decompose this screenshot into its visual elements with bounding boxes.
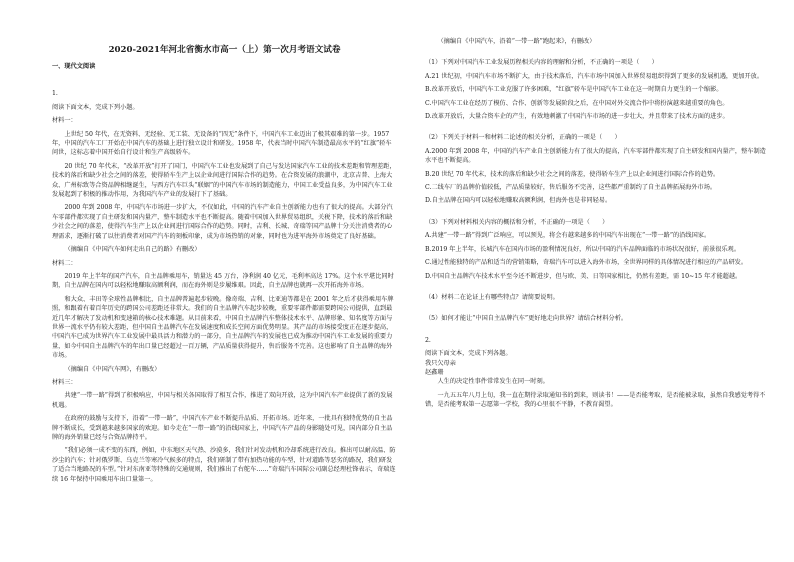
option: C.通过性能独特的产品和适当的营销策略，奇瑞汽车可以进入海外市场，全世界同样的具体情况进行相应的产品研发。 [425, 259, 748, 267]
option: D.中国自主品牌汽车技术水平至今还不断进步，但与欧、美、日等国家相比，仍然有差距，需 10~15 年才能超越。 [425, 272, 742, 280]
option: C.二线车厂的品牌价值较低，产品质量较好，售后服务不完善，这些都严重制约了自主品牌拓展海外市场。 [425, 184, 717, 192]
option: A.21 世纪初，中国汽车市场不断扩大，由于技术落后，汽车市场中国加入世界贸易组织得到了更多的发展机遇，更加开放。 [425, 72, 764, 80]
material-label: 材料三： [52, 378, 77, 386]
option: A.2000 年到 2008 年，中国的汽车产业自主创新能力有了很大的提高，汽车零部件都实现了自主研发和国内量产，整车制造水平也不断提高。 [425, 147, 766, 165]
story-paragraph: 一九五五年八月上旬，我一直在期待录取通知书的到来，则读书！——是否能考取，是否能被录取，虽然自我感觉考得不错，是否能考取第一志愿第一学校，我的心里很不平静，不教育渴望。 [425, 391, 766, 409]
material-source: （摘编自《中国汽车如何走出自己的路》有删改） [64, 246, 201, 254]
material-paragraph: 在政府的鼓励与支持下，沿着“一带一路”，中国汽车产业不断提升品质、开拓市场。近年来，一批具有独特优势的自主品牌不断成长，受到越来越多国家的欢迎。如今走在“一带一路”的沿线国家上，中国汽车产品的身影随处可见，国内部分自主品牌的海外销量已经与合资品牌持平。 [52, 415, 393, 441]
story-title: 我只欠母亲 [425, 359, 456, 367]
question-number: 1. [52, 90, 58, 98]
sub-question: （3）下列对材料相关内容的概括和分析，不正确的一项是（ ） [425, 218, 609, 226]
option: B.2019 年上半年，长城汽车在国内市场的盈利情况良好，所以中国的汽车品牌面临的市场状况很好，前景很乐观。 [425, 245, 741, 253]
material-paragraph: “我们必须一成不变的东西，例如，中东地区天气热、沙漠多，我们针对发动机和冷却系统进行改良。推出可以耐高温、防沙尘的汽车；针对俄罗斯、乌克兰等寒冷气候多的特点，我们研制了带有加热功能的车型，针对道路等恶劣的路况，我们研发了适合当地路况的车型。”针对东南亚等特殊的交通规则，我们推出了右舵车……”奇瑞汽车国际公司副总经理杜锋表示，奇瑞连续 16 年保持中国乘用车出口量第一。 [52, 447, 396, 483]
option: B.20 世纪 70 年代末，技术的落后和缺少社会之间的落差，使得轿车生产上以企业间进行国际合作的趋势。 [425, 170, 720, 178]
material-paragraph: 20 世纪 70 年代末，“改革开放”打开了国门，中国汽车工业也发展到了自己与发达国家汽车工业的技术差距和管理差距，技术的落后和缺少社会之间的落差，使得轿车生产上以企业间进行国际合作的趋势。在合资发展的浪潮中，北京吉普、上海大众、广州标致等合资品牌相继诞生，与西方汽车巨头“联姻”的中国汽车市场的制造能力，中国工业受益良多，为中国汽车工业发展起到了积极的推动作用，为我国汽车产业的发展打下了基础。 [52, 162, 396, 199]
sub-question: （5）如何才能让“中国自主品牌汽车”更好地走向世界？请结合材料分析。 [425, 315, 628, 323]
material-paragraph: 2000 年到 2008 年，中国汽车市场进一步扩大，不仅如此，中国的汽车产业自主创新能力也有了很大的提高。大部分汽车零部件都实现了自主研发和国内量产，整车制造水平也不断提高。随着中国加入世界贸易组织，关税下降，技术的落后和缺少社会之间的落差，使得汽车生产上以企业间进行国际合作的趋势。同时，吉利、长城、奇瑞等国产品牌十分关注消费者的心理需求，逐渐打破了以往消费者对国产汽车的刻板印象，成为市场热销的对象，同时也为进军海外市场奠定了良好基础。 [52, 204, 393, 240]
question-instruction: 阅读下面文本，完成下列小题。 [52, 103, 139, 111]
question-instruction: 阅读下面文本，完成下列各题。 [425, 350, 512, 358]
question-number: 2. [425, 336, 431, 344]
sub-question: （4）材料二在论证上有哪些特点？请简要说明。 [425, 293, 559, 301]
option: A.共建“一带一路”得到广泛响应，可以预见，将会有越来越多的中国汽车出现在“一带一路”的沿线国家。 [425, 232, 711, 240]
option: D.自主品牌在国内可以轻松地赚取高额利润，但海外也是非同轻易。 [425, 197, 612, 205]
story-author: 赵鑫珊 [425, 368, 444, 376]
material-source: （摘编自《中国汽车网》，有删改） [64, 365, 161, 373]
material-label: 材料二： [52, 259, 77, 267]
material-paragraph: 和大众、丰田等全球性品牌相比，自主品牌普遍起步较晚。像奇瑞、吉利、比亚迪等都是在 2001 年之后才获得乘用车牌照，和跟着有着百年历史的跨国公司差距还非常大。我们的自主品牌汽车起步较晚，重要零部件都需要跨国公司提供，直到最近几年才解决了发动机和变速箱的核心技术难题。从目前来看，中国自主品牌汽车整体技术水平、品牌形象、知名度等方面与世界一流水平仍有较大差距，但中国自主品牌汽车在发展速度和成长空间方面优势明显。其产品的市场接受度正在逐步提高，中国汽车已成为世界汽车工业发展中最具活力和潜力的一部分，自主品牌汽车的发展也已成为推动中国汽车工业发展的重要力量，如今中国自主品牌汽车的年出口量已经超过一百万辆，产品质量获得提升，售后服务不完善。这也影响了自主品牌的海外市场。 [52, 295, 394, 360]
material-paragraph: 2019 年上半年的国产汽车，自主品牌乘用车，销量达 45 万台，净利润 40 亿元，毛利率高达 17%。这个水平堪比同时期，自主品牌在国内可以轻松地赚取高额利润，而在海外则是步履维艰。因此，自主品牌也就再一次开拓海外市场。 [52, 272, 394, 290]
right-column [425, 37, 770, 410]
option: B.改革开放后，中国汽车工业克服了许多困难，“红旗”轿车是中国汽车工业在这一时期自力更生的一个缩影。 [425, 86, 723, 94]
document-title: 2020-2021年河北省衡水市高一（上）第一次月考语文试卷 [108, 45, 341, 55]
material-source: （摘编自《中国汽车，沿着“一带一路”跑起来》，有删改） [437, 38, 596, 45]
sub-question: （2）下列关于材料一和材料二论述的相关分析，正确的一项是（ ） [425, 134, 621, 142]
option: C.中国汽车工业在经历了模仿、合作、创新等发展阶段之后，在中国对外交流合作中将扮演越来越重要的角色。 [425, 99, 729, 107]
sub-question: （1）下列对中国汽车工业发展历程相关内容的理解和分析，不正确的一项是（ ） [425, 59, 658, 67]
material-paragraph: 上世纪 50 年代，在无资料、无经验、无工装、无设备的“四无”条件下，中国汽车工业迈出了极其艰难的第一步。1957 年，中国的汽车工厂开始在中国汽车的基础上进行独立设计和研发。1958 年，代表当时中国汽车制造最高水平的“红旗”轿车问世，这标志着中国开始自行设计和生产高级轿车。 [52, 130, 392, 157]
left-column [52, 36, 397, 484]
option: D.改革开放后，大量合资车企的产生，有效地刺激了中国汽车市场的进一步壮大，并且带来了技术方面的进步。 [425, 113, 729, 121]
material-paragraph: 共建“一带一路”得到了积极响应，中国与相关各国取得了相互合作，推进了双向开放，这为中国汽车产业提供了新的发展机遇。 [52, 392, 393, 409]
section-heading: 一、现代文阅读 [52, 63, 96, 70]
story-paragraph: 人生的决定性事件常常发生在同一时刻。 [437, 378, 549, 386]
material-label: 材料一： [52, 117, 77, 125]
